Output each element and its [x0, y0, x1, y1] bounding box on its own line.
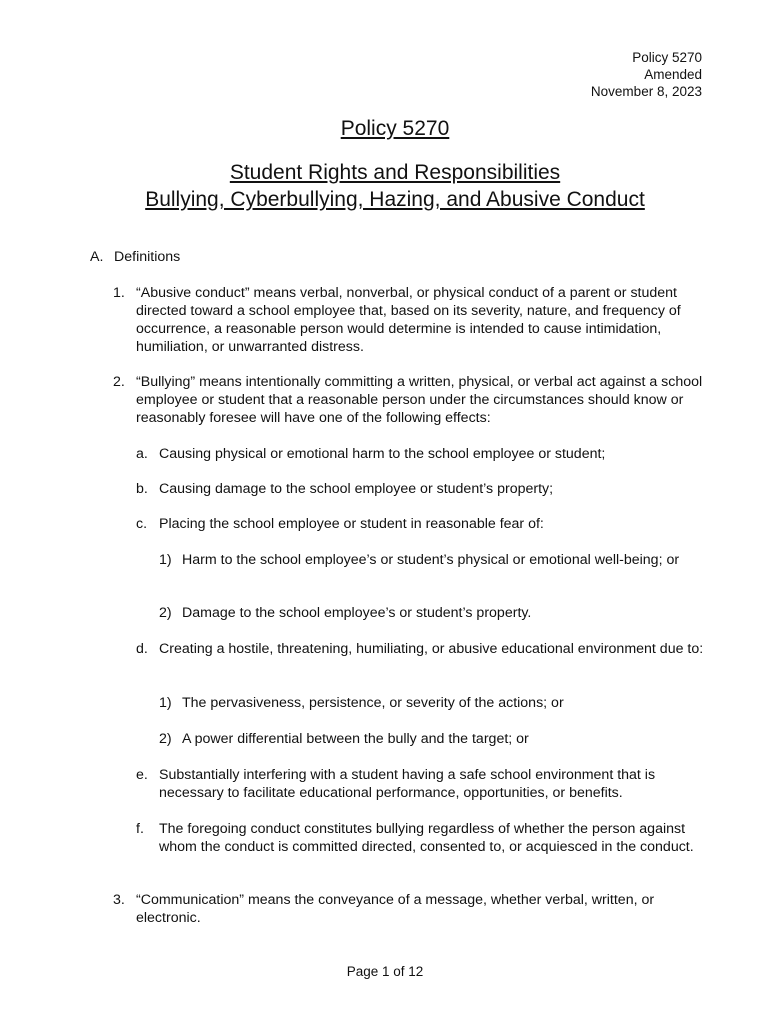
subtitle-line-1: Student Rights and Responsibilities: [229, 161, 561, 184]
sub-item: [136, 766, 706, 802]
policy-title: Policy 5270: [340, 117, 450, 140]
sub-item: [136, 515, 706, 533]
section-label: A.: [90, 249, 104, 265]
title-block: [0, 116, 770, 213]
item-text: “Abusive conduct” means verbal, nonverbal, or physical conduct of a parent or student directed toward a school employee that, based on its severity, nature, and frequency of occurrence, a reasonable person would determine is intended to cause intimidation, humiliation, or unwarranted distress.: [136, 285, 681, 355]
sub-item: [136, 820, 706, 856]
item-number: 2): [159, 605, 172, 621]
item-number: 2.: [113, 374, 125, 390]
sub-item: [136, 445, 706, 463]
subtitle-line-2: Bullying, Cyberbullying, Hazing, and Abusive Conduct: [145, 188, 645, 211]
item-number: 1): [159, 695, 172, 711]
item-text: Placing the school employee or student in reasonable fear of:: [159, 516, 544, 532]
item-number: d.: [136, 641, 148, 657]
sub-sub-item: [159, 694, 706, 712]
sub-sub-item: [159, 551, 706, 569]
item-text: The pervasiveness, persistence, or severity of the actions; or: [182, 695, 564, 711]
item-number: f.: [136, 821, 144, 837]
page-header: [591, 49, 702, 100]
item-text: The foregoing conduct constitutes bullying regardless of whether the person against whom the conduct is committed directed, consented to, or acquiesced in the conduct.: [159, 821, 694, 855]
header-date: November 8, 2023: [590, 84, 702, 99]
sub-sub-item: [159, 730, 706, 748]
item-number: 1): [159, 552, 172, 568]
sub-item: [136, 480, 706, 498]
sub-sub-item: [159, 604, 706, 622]
header-status: Amended: [644, 67, 702, 82]
item-text: Substantially interfering with a student having a safe school environment that is necessary to facilitate educational performance, opportunities, or benefits.: [159, 767, 656, 801]
item-number: a.: [136, 446, 148, 462]
item-text: Creating a hostile, threatening, humiliating, or abusive educational environment due to:: [159, 641, 704, 657]
item-text: Causing damage to the school employee or student’s property;: [159, 481, 554, 497]
item-number: 2): [159, 731, 172, 747]
definition-item: [113, 284, 705, 356]
item-text: Harm to the school employee’s or student’s physical or emotional well-being; or: [182, 552, 680, 568]
item-number: e.: [136, 767, 148, 783]
definition-item: [113, 891, 705, 927]
sub-item: [136, 640, 706, 658]
item-number: c.: [136, 516, 148, 532]
item-number: 1.: [113, 285, 125, 301]
header-policy-number: Policy 5270: [632, 50, 702, 65]
item-number: b.: [136, 481, 148, 497]
section-title: Definitions: [114, 249, 181, 265]
item-number: 3.: [113, 892, 125, 908]
page-footer: Page 1 of 12: [346, 964, 424, 979]
item-text: “Bullying” means intentionally committing a written, physical, or verbal act against a school employee or student that a reasonable person under the circumstances should know or reasonably foresee will have one of the following effects:: [136, 374, 703, 426]
item-text: A power differential between the bully and the target; or: [182, 731, 529, 747]
item-text: Causing physical or emotional harm to the school employee or student;: [159, 446, 606, 462]
definition-item: [113, 373, 705, 427]
section-heading: [90, 248, 180, 266]
item-text: “Communication” means the conveyance of a message, whether verbal, written, or electronic.: [136, 892, 655, 926]
item-text: Damage to the school employee’s or student’s property.: [182, 605, 532, 621]
